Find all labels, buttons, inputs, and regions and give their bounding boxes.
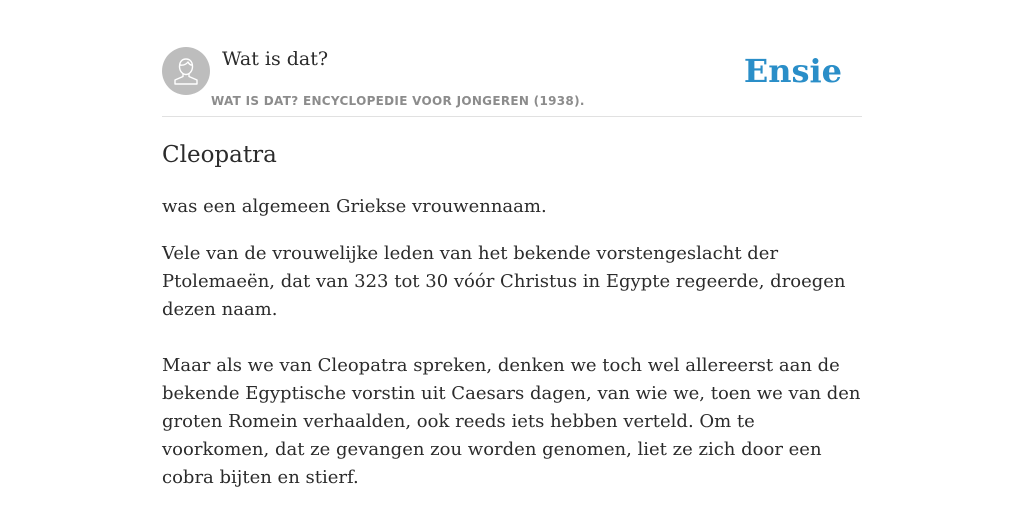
author-name[interactable]: Wat is dat? <box>222 48 329 70</box>
article-paragraph: Vele van de vrouwelijke leden van het bekende vorstengeslacht der Ptolemaeën, dat van 323 tot 30 vóór Christus in Egypte regeerde, droegen dezen naam. <box>162 243 846 320</box>
entry-header <box>162 46 862 117</box>
article-body <box>162 139 862 492</box>
article-paragraph: was een algemeen Griekse vrouwennaam. <box>162 196 547 217</box>
user-avatar-icon[interactable] <box>162 47 210 95</box>
article-title: Cleopatra <box>162 142 277 168</box>
source-label[interactable]: WAT IS DAT? ENCYCLOPEDIE VOOR JONGEREN (1938). <box>211 94 585 108</box>
article-paragraph: Maar als we van Cleopatra spreken, denken we toch wel allereerst aan de bekende Egyptische vorstin uit Caesars dagen, van wie we, toen we van den groten Romein verhaalden, ook reeds iets hebben verteld. Om te voorkomen, dat ze gevangen zou worden genomen, liet ze zich door een cobra bijten en stierf. <box>162 355 861 488</box>
ensie-logo[interactable]: Ensie <box>743 52 842 90</box>
